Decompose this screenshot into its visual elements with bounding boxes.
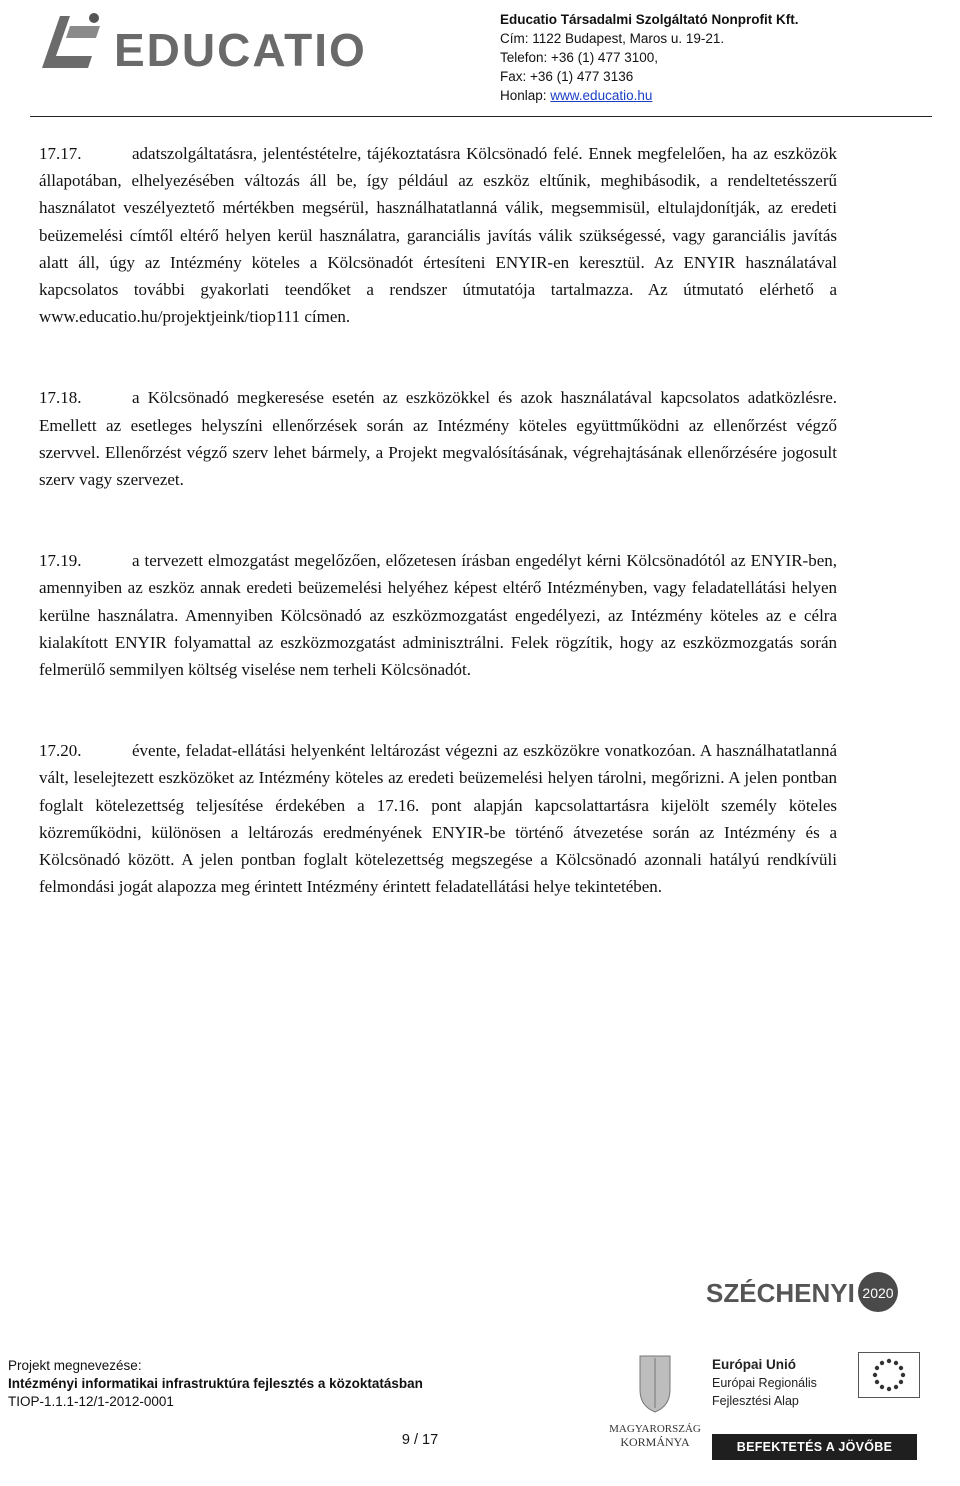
invest-slogan-banner: BEFEKTETÉS A JÖVŐBE <box>712 1434 917 1460</box>
svg-text:EDUCATIO: EDUCATIO <box>114 24 367 76</box>
szechenyi-2020-logo <box>706 1268 906 1318</box>
section-17-18 <box>39 384 837 493</box>
website-label: Honlap: <box>500 88 551 103</box>
org-fax: Fax: +36 (1) 477 3136 <box>500 69 634 84</box>
section-number: 17.17. <box>39 144 82 163</box>
section-17-19 <box>39 547 837 683</box>
project-code: TIOP-1.1.1-12/1-2012-0001 <box>8 1394 174 1409</box>
svg-text:SZÉCHENYI: SZÉCHENYI <box>706 1278 855 1308</box>
eu-funding-info <box>712 1356 817 1410</box>
educatio-logo <box>30 6 390 86</box>
section-text: évente, feladat-ellátási helyenként leltározást végezni az eszközökre vonatkozóan. A használhatatlanná vált, leselejtezett eszközöket az Intézmény köteles az eredeti beüzemelési helyen tárolni, megőrizni. A jelen pontban foglalt kötelezettség teljesítése érdekében a 17.16. pont alapján kapcsolattartásra kijelölt személy köteles közreműködni, különösen a leltározás eredményének ENYIR-be történő átvezetése során az Intézmény és a Kölcsönadó között. A jelen pontban foglalt kötelezettség megszegése a Kölcsönadó azonnali hatályú rendkívüli felmondási jogát alapozza meg érintett Intézmény érintett feladatellátási helye tekintetében. <box>39 741 837 897</box>
section-number: 17.18. <box>39 388 82 408</box>
org-address: Cím: 1122 Budapest, Maros u. 19-21. <box>500 31 725 46</box>
organization-contact <box>500 10 799 105</box>
page-header <box>0 0 960 110</box>
eu-fund-line2: Fejlesztési Alap <box>712 1394 799 1408</box>
svg-text:2020: 2020 <box>862 1285 894 1301</box>
hungarian-government-crest <box>600 1350 710 1450</box>
project-label: Projekt megnevezése: <box>8 1358 142 1373</box>
eu-fund-line1: Európai Regionális <box>712 1376 817 1390</box>
project-info <box>8 1357 423 1411</box>
section-number: 17.19. <box>39 551 82 571</box>
section-text: adatszolgáltatásra, jelentéstételre, tájékoztatásra Kölcsönadó felé. Ennek megfelelően, ha az eszközök állapotában, elhelyezésében változás áll be, így például az eszköz eltűnik, meghibásodik, a rendeltetésszerű használatot veszélyeztető mértékben megsérül, használhatatlanná válik, megsemmisül, eltulajdonítják, az eredeti beüzemelési címtől eltérő helyen kerül használatra, garanciális javítás válik szükségessé, vagy garanciális javítás alatt áll, úgy az Intézmény köteles a Kölcsönadót értesíteni ENYIR-en keresztül. Az ENYIR használatával kapcsolatos további gyakorlati teendőket a rendszer útmutatója tartalmazza. Az útmutató elérhető a www.educatio.hu/projektjeink/tiop111 címen. <box>39 144 837 327</box>
org-website <box>500 86 799 105</box>
eu-title: Európai Unió <box>712 1357 796 1372</box>
section-17-17 <box>39 140 837 330</box>
page-number: 9 / 17 <box>401 1432 439 1448</box>
section-number: 17.20. <box>39 741 82 761</box>
project-name: Intézményi informatikai infrastruktúra fejlesztés a közoktatásban <box>8 1376 423 1391</box>
document-body <box>39 140 837 954</box>
website-link[interactable]: www.educatio.hu <box>550 88 653 103</box>
section-17-20 <box>39 737 837 900</box>
header-divider <box>30 116 932 117</box>
section-text: a tervezett elmozgatást megelőzően, előzetesen írásban engedélyt kérni Kölcsönadótól az ENYIR-ben, amennyiben az eszköz annak eredeti beüzemelési helyéhez képest eltérő Intézményben, vagy feladatellátási helyen kerülne használatra. Amennyiben Kölcsönadó az eszközmozgatást engedélyezi, az Intézmény köteles az e célra kialakított ENYIR folyamattal az eszközmozgatást adminisztrálni. Felek rögzítik, hogy az eszközmozgatás során felmerülő semmilyen költség viselése nem terheli Kölcsönadót. <box>39 551 837 680</box>
eu-flag-icon <box>858 1352 920 1398</box>
svg-text:KORMÁNYA: KORMÁNYA <box>620 1435 690 1449</box>
svg-text:MAGYARORSZÁG: MAGYARORSZÁG <box>609 1423 701 1435</box>
org-name: Educatio Társadalmi Szolgáltató Nonprofit Kft. <box>500 12 799 27</box>
org-phone: Telefon: +36 (1) 477 3100, <box>500 50 658 65</box>
section-text: a Kölcsönadó megkeresése esetén az eszközökkel és azok használatával kapcsolatos adatközlésre. Emellett az esetleges helyszíni ellenőrzések során az Intézmény köteles együttműködni az ellenőrzést végző szervvel. Ellenőrzést végző szerv lehet bármely, a Projekt megvalósításának, végrehajtásának ellenőrzésére jogosult szerv vagy szervezet. <box>39 388 837 490</box>
